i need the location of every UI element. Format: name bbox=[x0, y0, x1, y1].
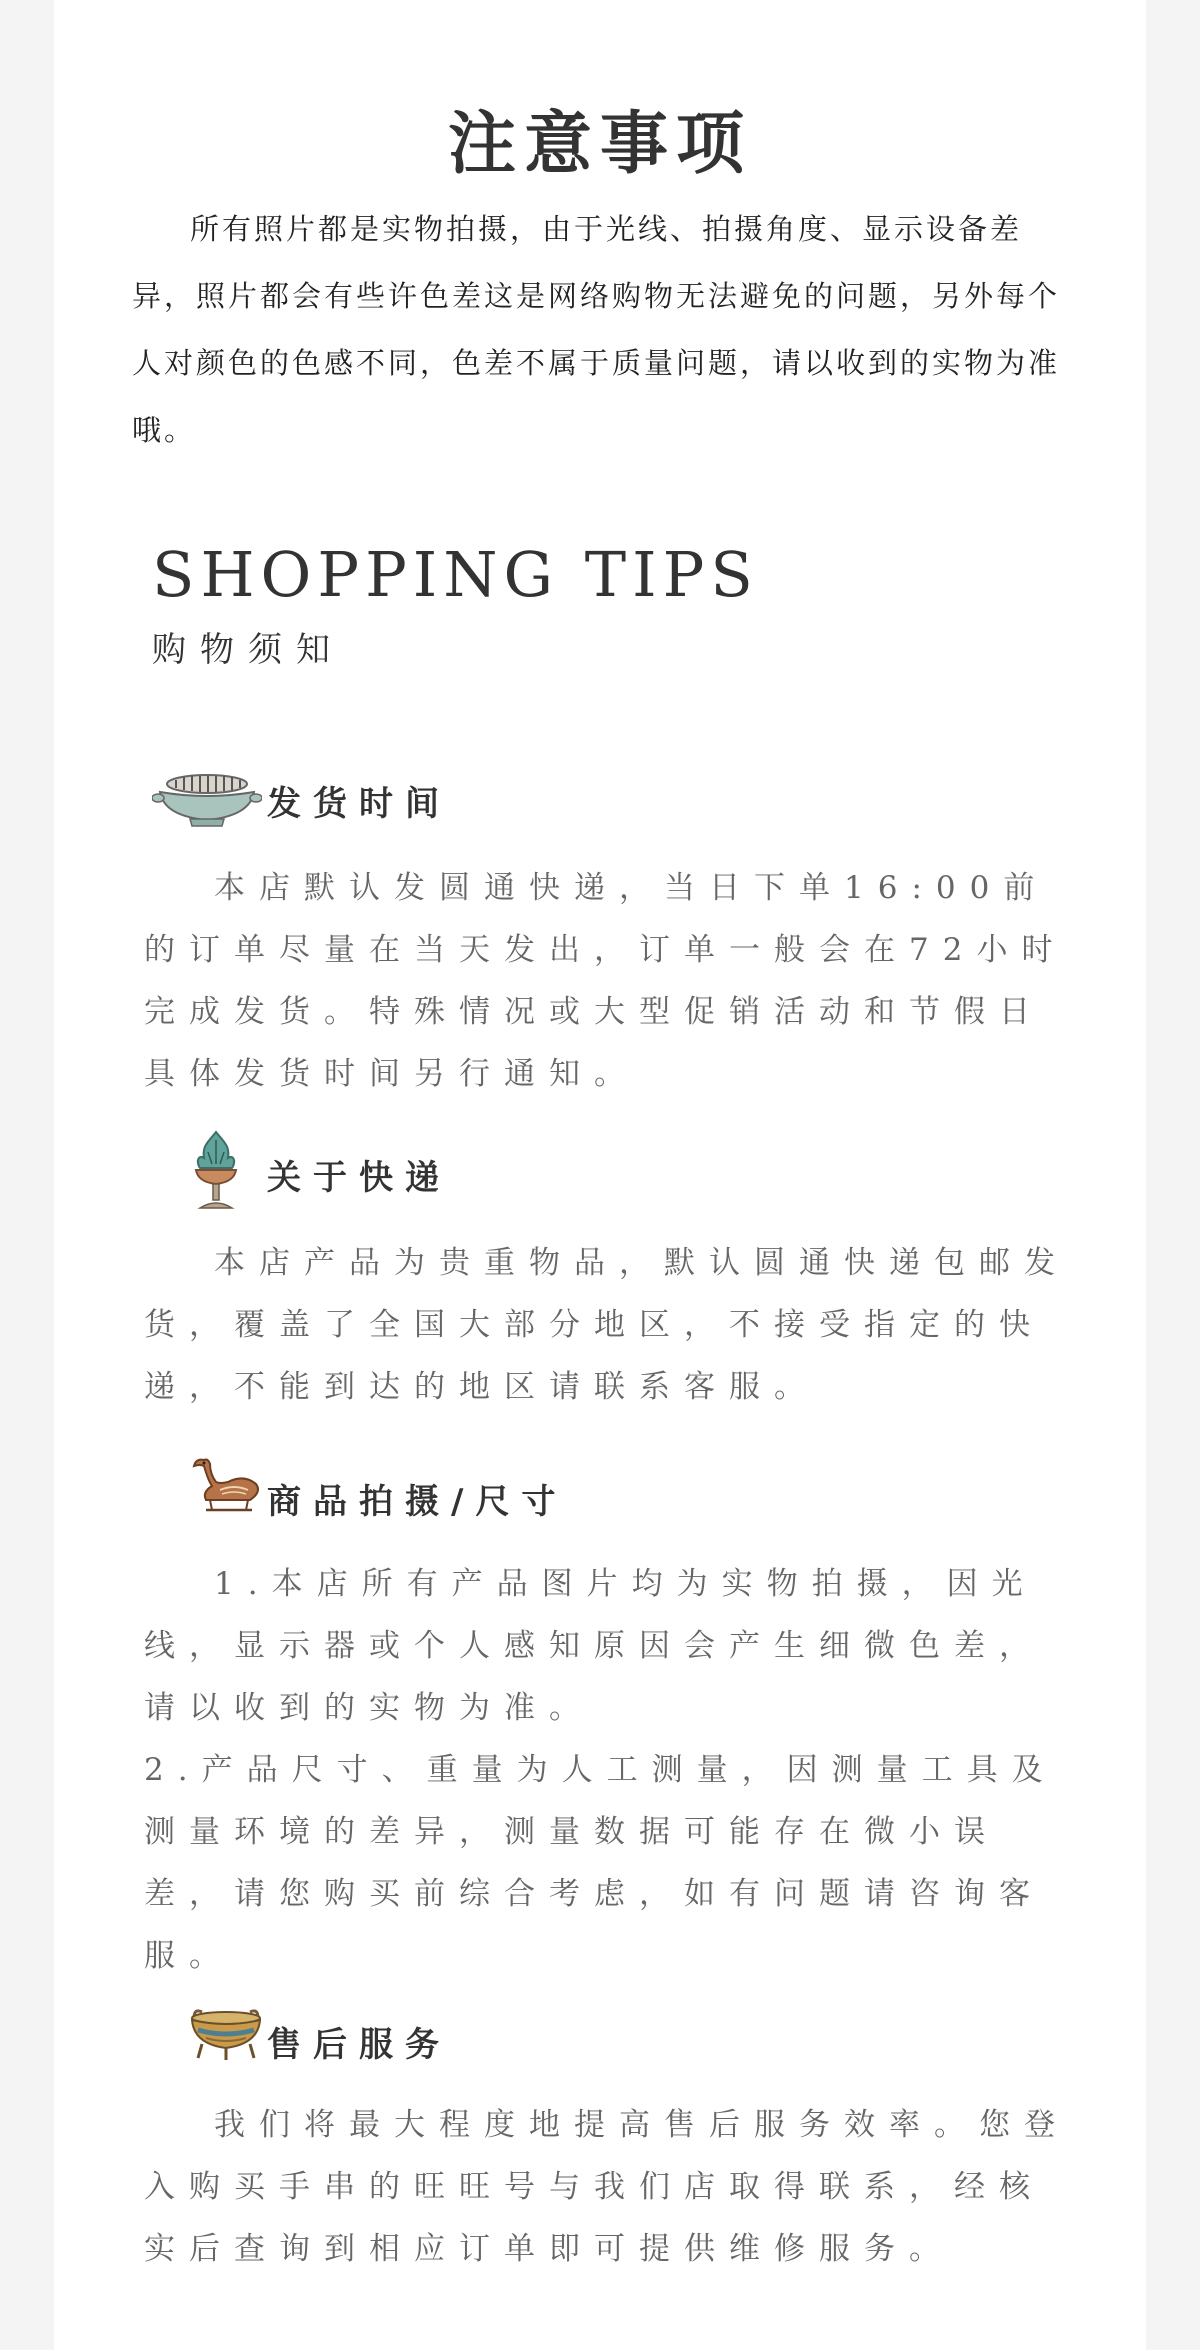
bird-figurine-icon bbox=[190, 1452, 266, 1514]
photography-item-1: 1.本店所有产品图片均为实物拍摄，因光线，显示器或个人感知原因会产生细微色差，请以收到的实物为准。 bbox=[144, 1566, 1044, 1726]
section-text-aftersales: 我们将最大程度地提高售后服务效率。您登入购买手串的旺旺号与我们店取得联系，经核实后查询到相应订单即可提供维修服务。 bbox=[144, 2107, 1069, 2267]
tripod-cauldron-icon bbox=[186, 2004, 266, 2062]
section-title-photography: 商品拍摄/尺寸 bbox=[267, 1482, 568, 1522]
shopping-tips-subtitle: 购物须知 bbox=[152, 630, 344, 670]
section-title-shipping: 发货时间 bbox=[267, 784, 451, 824]
censer-bowl-icon bbox=[152, 766, 262, 828]
section-text-shipping: 本店默认发圆通快递，当日下单16:00前的订单尽量在当天发出，订单一般会在72小时完成发货。特殊情况或大型促销活动和节假日具体发货时间另行通知。 bbox=[144, 870, 1067, 1092]
photography-item-2: 2.产品尺寸、重量为人工测量，因测量工具及测量环境的差异，测量数据可能存在微小误差，请您购买前综合考虑，如有问题请咨询客服。 bbox=[144, 1752, 1057, 1974]
incense-burner-icon bbox=[188, 1128, 244, 1212]
notice-text: 所有照片都是实物拍摄，由于光线、拍摄角度、显示设备差异，照片都会有些许色差这是网络购物无法避免的问题，另外每个人对颜色的色感不同，色差不属于质量问题，请以收到的实物为准哦。 bbox=[132, 212, 1061, 447]
shopping-tips-title: SHOPPING TIPS bbox=[152, 538, 759, 611]
notice-title: 注意事项 bbox=[447, 104, 752, 184]
section-title-courier: 关于快递 bbox=[267, 1158, 451, 1198]
section-text-photography bbox=[144, 1553, 1084, 1987]
section-text-courier: 本店产品为贵重物品，默认圆通快递包邮发货，覆盖了全国大部分地区，不接受指定的快递，不能到达的地区请联系客服。 bbox=[144, 1245, 1069, 1405]
section-title-aftersales: 售后服务 bbox=[267, 2025, 451, 2065]
